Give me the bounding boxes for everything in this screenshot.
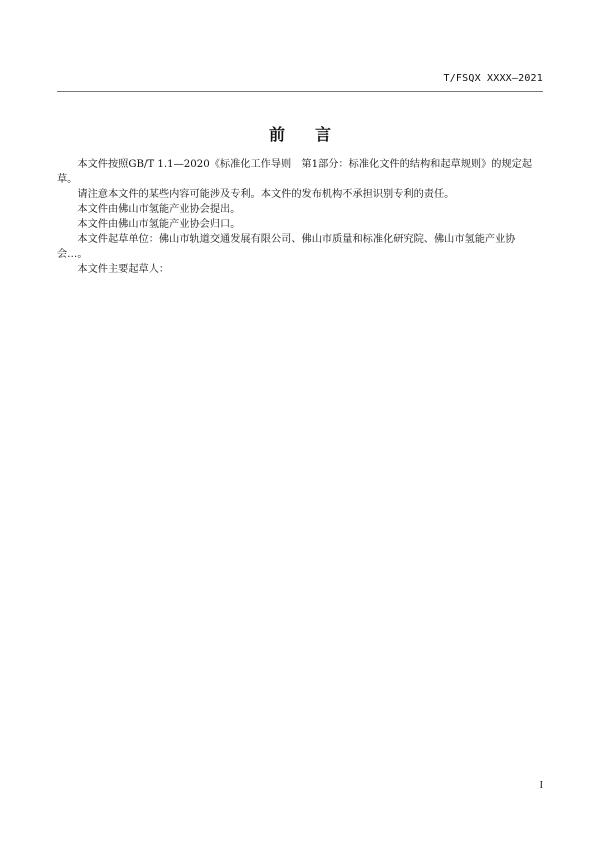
- paragraph-proposed-by: 本文件由佛山市氢能产业协会提出。: [77, 204, 241, 215]
- paragraph-drafting-basis: 本文件按照GB/T 1.1—2020《标准化工作导则 第1部分：标准化文件的结构和起草规则》的规定起草。: [57, 159, 533, 185]
- paragraph-patent-notice: 请注意本文件的某些内容可能涉及专利。本文件的发布机构不承担识别专利的责任。: [77, 189, 455, 200]
- paragraph-drafting-units: 本文件起草单位：佛山市轨道交通发展有限公司、佛山市质量和标准化研究院、佛山市氢能产业协会…。: [57, 234, 516, 260]
- paragraph-administered-by: 本文件由佛山市氢能产业协会归口。: [77, 219, 241, 230]
- title-char-1: 前: [268, 125, 285, 144]
- foreword-body: [57, 157, 543, 277]
- title-char-2: 言: [315, 125, 332, 144]
- page-number: I: [539, 780, 543, 791]
- header-divider: [57, 91, 543, 92]
- paragraph-main-drafters: 本文件主要起草人：: [77, 264, 170, 275]
- page-title: [0, 122, 600, 145]
- document-code: T/FSQX XXXX—2021: [443, 73, 543, 84]
